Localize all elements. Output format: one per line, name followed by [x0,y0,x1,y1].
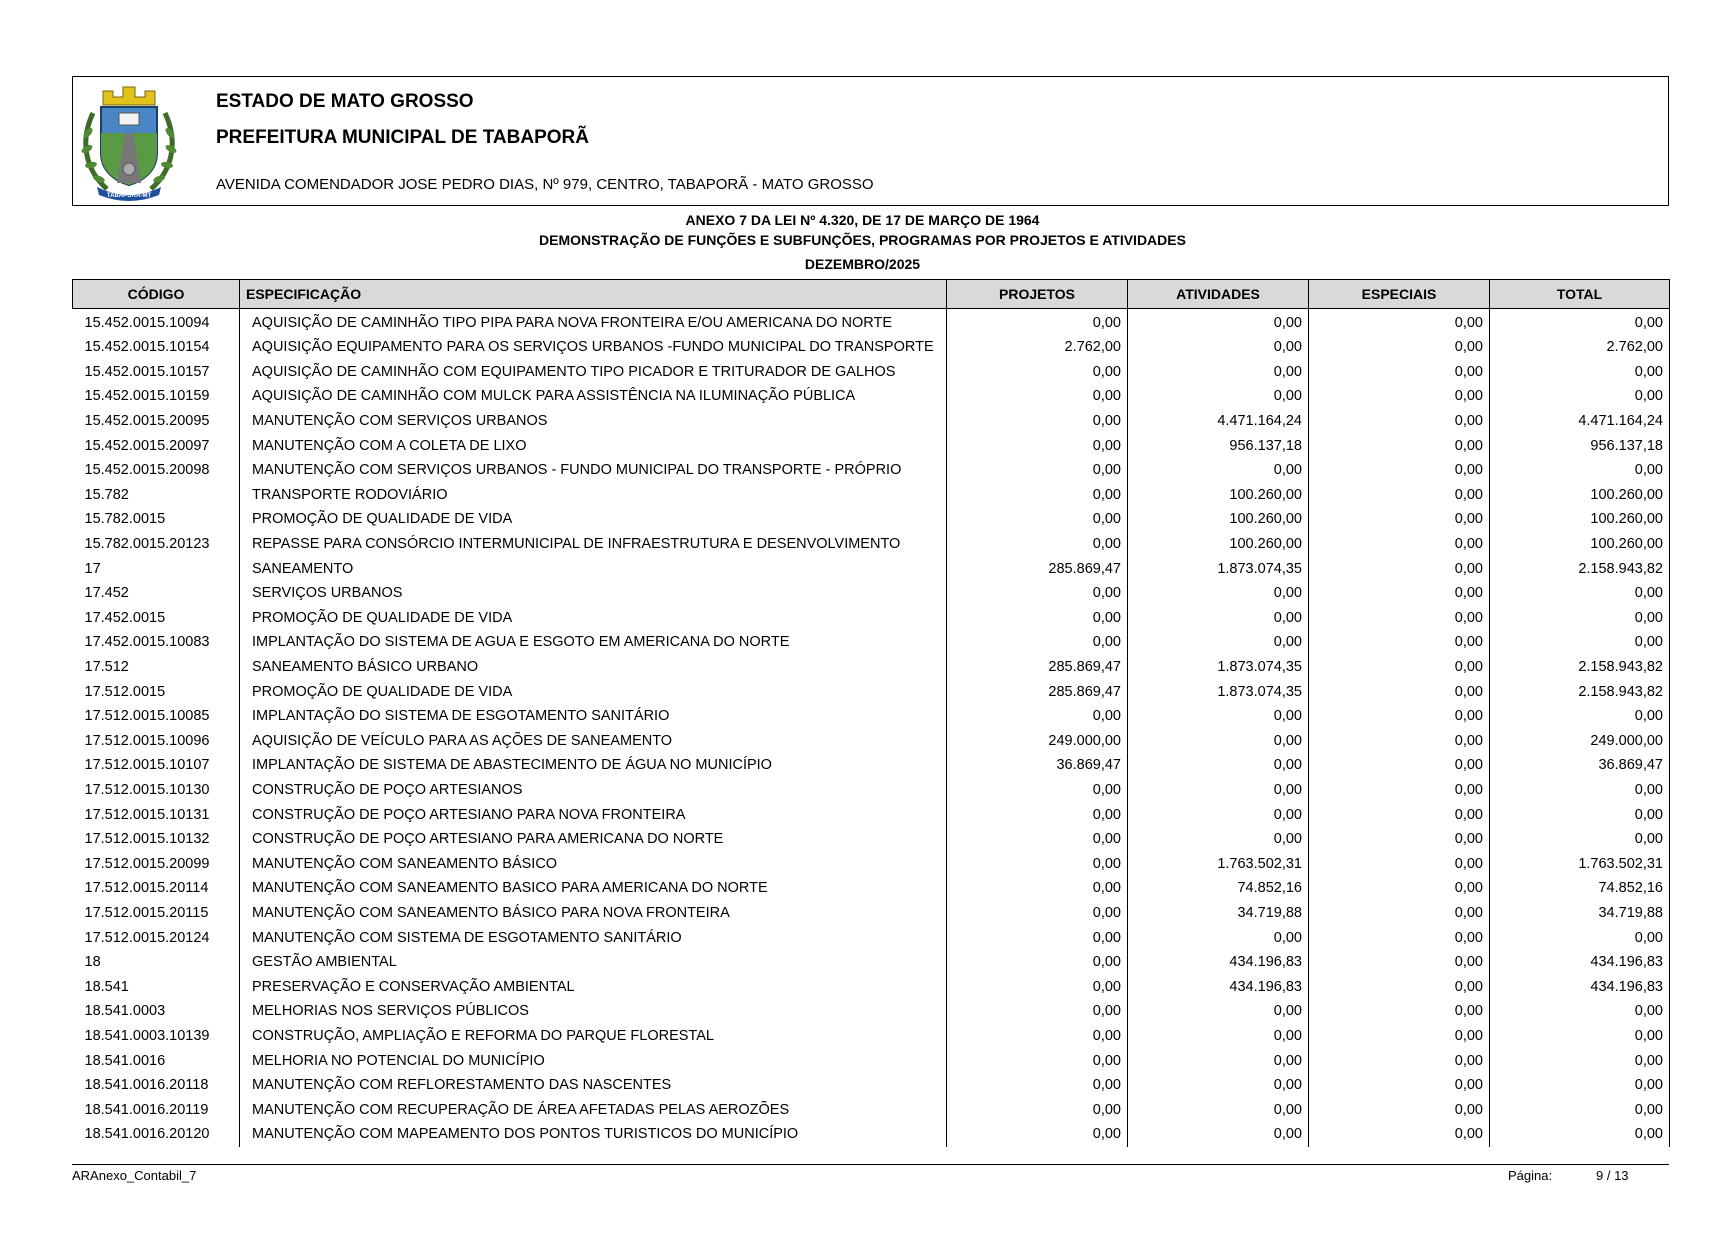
specification-cell: PROMOÇÃO DE QUALIDADE DE VIDA [240,679,947,704]
column-header-code: CÓDIGO [73,280,240,309]
projects-cell: 0,00 [947,309,1128,336]
letterhead [72,76,1669,206]
specification-cell: GESTÃO AMBIENTAL [240,950,947,975]
activities-cell: 0,00 [1128,581,1309,606]
table-row [73,507,1670,532]
projects-cell: 0,00 [947,532,1128,557]
code-cell: 17.512.0015.10132 [84,831,210,848]
code-cell: 15.452.0015.20095 [84,413,210,430]
projects-cell: 0,00 [947,630,1128,655]
activities-cell: 0,00 [1128,1097,1309,1122]
total-cell: 0,00 [1490,802,1670,827]
total-cell: 1.763.502,31 [1490,851,1670,876]
activities-cell: 1.763.502,31 [1128,851,1309,876]
activities-cell: 0,00 [1128,1048,1309,1073]
activities-cell: 0,00 [1128,384,1309,409]
table-row [73,778,1670,803]
specification-cell: CONSTRUÇÃO DE POÇO ARTESIANO PARA AMERICANA DO NORTE [240,827,947,852]
projects-cell: 0,00 [947,458,1128,483]
total-cell: 0,00 [1490,925,1670,950]
column-header-special: ESPECIAIS [1309,280,1490,309]
projects-cell: 0,00 [947,999,1128,1024]
code-cell: 17.512.0015.10085 [84,708,210,725]
table-row [73,409,1670,434]
activities-cell: 100.260,00 [1128,532,1309,557]
special-cell: 0,00 [1309,778,1490,803]
specification-cell: MANUTENÇÃO COM SISTEMA DE ESGOTAMENTO SANITÁRIO [240,925,947,950]
total-cell: 2.158.943,82 [1490,556,1670,581]
total-cell: 2.762,00 [1490,335,1670,360]
special-cell: 0,00 [1309,1097,1490,1122]
table-row [73,729,1670,754]
code-cell: 18.541 [84,978,129,995]
projects-cell: 0,00 [947,1048,1128,1073]
code-cell: 15.452.0015.10159 [84,388,210,405]
total-cell: 36.869,47 [1490,753,1670,778]
prefecture-name: PREFEITURA MUNICIPAL DE TABAPORÃ [216,127,589,148]
code-cell: 18.541.0016.20119 [84,1101,209,1118]
activities-cell: 0,00 [1128,999,1309,1024]
total-cell: 0,00 [1490,778,1670,803]
special-cell: 0,00 [1309,581,1490,606]
crest-ribbon-text: TABAPORÃ-MT [106,193,152,199]
table-row [73,1073,1670,1098]
specification-cell: AQUISIÇÃO DE CAMINHÃO TIPO PIPA PARA NOVA FRONTEIRA E/OU AMERICANA DO NORTE [240,309,947,336]
special-cell: 0,00 [1309,606,1490,631]
code-cell: 17.512.0015.10130 [84,781,210,798]
special-cell: 0,00 [1309,360,1490,385]
specification-cell: IMPLANTAÇÃO DO SISTEMA DE AGUA E ESGOTO EM AMERICANA DO NORTE [240,630,947,655]
total-cell: 74.852,16 [1490,876,1670,901]
table-row [73,433,1670,458]
specification-cell: MANUTENÇÃO COM SANEAMENTO BÁSICO PARA NOVA FRONTEIRA [240,901,947,926]
projects-cell: 0,00 [947,409,1128,434]
code-cell: 17.452.0015.10083 [84,634,210,651]
total-cell: 100.260,00 [1490,532,1670,557]
state-name: ESTADO DE MATO GROSSO [216,91,474,112]
projects-cell: 0,00 [947,851,1128,876]
projects-cell: 0,00 [947,606,1128,631]
specification-cell: AQUISIÇÃO DE CAMINHÃO COM MULCK PARA ASSISTÊNCIA NA ILUMINAÇÃO PÚBLICA [240,384,947,409]
code-cell: 15.782 [84,486,129,503]
special-cell: 0,00 [1309,433,1490,458]
projects-cell: 0,00 [947,360,1128,385]
projects-cell: 0,00 [947,925,1128,950]
specification-cell: SANEAMENTO [240,556,947,581]
total-cell: 4.471.164,24 [1490,409,1670,434]
special-cell: 0,00 [1309,999,1490,1024]
activities-cell: 0,00 [1128,335,1309,360]
special-cell: 0,00 [1309,507,1490,532]
table-row [73,999,1670,1024]
activities-cell: 1.873.074,35 [1128,556,1309,581]
projects-cell: 0,00 [947,778,1128,803]
code-cell: 17.512.0015.10096 [84,732,210,749]
specification-cell: MANUTENÇÃO COM REFLORESTAMENTO DAS NASCENTES [240,1073,947,1098]
total-cell: 0,00 [1490,1048,1670,1073]
specification-cell: MANUTENÇÃO COM SERVIÇOS URBANOS [240,409,947,434]
special-cell: 0,00 [1309,802,1490,827]
special-cell: 0,00 [1309,655,1490,680]
projects-cell: 0,00 [947,1024,1128,1049]
specification-cell: MANUTENÇÃO COM SANEAMENTO BASICO PARA AMERICANA DO NORTE [240,876,947,901]
special-cell: 0,00 [1309,335,1490,360]
table-row [73,606,1670,631]
projects-cell: 285.869,47 [947,679,1128,704]
projects-cell: 0,00 [947,802,1128,827]
specification-cell: MANUTENÇÃO COM RECUPERAÇÃO DE ÁREA AFETADAS PELAS AEROZÕES [240,1097,947,1122]
code-cell: 17.512.0015.20115 [84,904,209,921]
code-cell: 17.452.0015 [84,609,166,626]
special-cell: 0,00 [1309,532,1490,557]
footer-divider [72,1164,1669,1165]
specification-cell: MELHORIA NO POTENCIAL DO MUNICÍPIO [240,1048,947,1073]
code-cell: 15.452.0015.20098 [84,462,210,479]
activities-cell: 0,00 [1128,778,1309,803]
activities-cell: 434.196,83 [1128,974,1309,999]
report-subtitle: DEMONSTRAÇÃO DE FUNÇÕES E SUBFUNÇÕES, PROGRAMAS POR PROJETOS E ATIVIDADES [539,232,1186,248]
report-period: DEZEMBRO/2025 [804,256,921,272]
specification-cell: CONSTRUÇÃO DE POÇO ARTESIANOS [240,778,947,803]
projects-cell: 0,00 [947,1122,1128,1147]
table-row [73,384,1670,409]
municipal-crest-logo [79,83,179,201]
special-cell: 0,00 [1309,409,1490,434]
projects-cell: 285.869,47 [947,655,1128,680]
projects-cell: 249.000,00 [947,729,1128,754]
code-cell: 18.541.0003 [84,1003,166,1020]
total-cell: 34.719,88 [1490,901,1670,926]
total-cell: 0,00 [1490,999,1670,1024]
activities-cell: 0,00 [1128,458,1309,483]
total-cell: 0,00 [1490,630,1670,655]
projects-cell: 0,00 [947,827,1128,852]
specification-cell: AQUISIÇÃO DE VEÍCULO PARA AS AÇÕES DE SANEAMENTO [240,729,947,754]
report-id: ARAnexo_Contabil_7 [72,1168,197,1183]
code-cell: 15.452.0015.10154 [84,339,210,356]
table-row [73,458,1670,483]
activities-cell: 0,00 [1128,606,1309,631]
special-cell: 0,00 [1309,925,1490,950]
table-row [73,950,1670,975]
code-cell: 18 [84,954,101,971]
projects-cell: 0,00 [947,433,1128,458]
table-row [73,1097,1670,1122]
specification-cell: SANEAMENTO BÁSICO URBANO [240,655,947,680]
activities-cell: 100.260,00 [1128,507,1309,532]
special-cell: 0,00 [1309,827,1490,852]
projects-cell: 0,00 [947,581,1128,606]
table-row [73,974,1670,999]
special-cell: 0,00 [1309,851,1490,876]
specification-cell: MANUTENÇÃO COM A COLETA DE LIXO [240,433,947,458]
projects-cell: 0,00 [947,1073,1128,1098]
code-cell: 18.541.0016 [84,1052,166,1069]
specification-cell: CONSTRUÇÃO DE POÇO ARTESIANO PARA NOVA FRONTEIRA [240,802,947,827]
code-cell: 17.512.0015.10131 [84,806,210,823]
specification-cell: PROMOÇÃO DE QUALIDADE DE VIDA [240,507,947,532]
projects-cell: 0,00 [947,1097,1128,1122]
code-cell: 18.541.0016.20118 [84,1077,209,1094]
total-cell: 0,00 [1490,360,1670,385]
projects-cell: 285.869,47 [947,556,1128,581]
activities-cell: 0,00 [1128,729,1309,754]
code-cell: 17 [84,560,101,577]
table-row [73,876,1670,901]
specification-cell: MANUTENÇÃO COM MAPEAMENTO DOS PONTOS TURISTICOS DO MUNICÍPIO [240,1122,947,1147]
activities-cell: 0,00 [1128,925,1309,950]
special-cell: 0,00 [1309,729,1490,754]
table-body [73,309,1670,1147]
special-cell: 0,00 [1309,1122,1490,1147]
activities-cell: 956.137,18 [1128,433,1309,458]
total-cell: 434.196,83 [1490,950,1670,975]
special-cell: 0,00 [1309,901,1490,926]
projects-cell: 0,00 [947,704,1128,729]
table-row [73,1048,1670,1073]
table-row [73,532,1670,557]
table-row [73,704,1670,729]
projects-cell: 2.762,00 [947,335,1128,360]
table-row [73,655,1670,680]
activities-cell: 0,00 [1128,827,1309,852]
activities-cell: 0,00 [1128,360,1309,385]
code-cell: 15.452.0015.20097 [84,437,210,454]
projects-cell: 0,00 [947,901,1128,926]
specification-cell: TRANSPORTE RODOVIÁRIO [240,483,947,508]
activities-cell: 1.873.074,35 [1128,655,1309,680]
specification-cell: SERVIÇOS URBANOS [240,581,947,606]
specification-cell: MELHORIAS NOS SERVIÇOS PÚBLICOS [240,999,947,1024]
total-cell: 100.260,00 [1490,507,1670,532]
specification-cell: CONSTRUÇÃO, AMPLIAÇÃO E REFORMA DO PARQUE FLORESTAL [240,1024,947,1049]
activities-cell: 74.852,16 [1128,876,1309,901]
page-label: Página: [1508,1168,1553,1183]
activities-cell: 0,00 [1128,630,1309,655]
total-cell: 0,00 [1490,384,1670,409]
activities-cell: 0,00 [1128,753,1309,778]
special-cell: 0,00 [1309,309,1490,336]
code-cell: 17.512.0015.20124 [84,929,210,946]
column-header-specification: ESPECIFICAÇÃO [240,280,947,309]
special-cell: 0,00 [1309,679,1490,704]
total-cell: 434.196,83 [1490,974,1670,999]
specification-cell: PROMOÇÃO DE QUALIDADE DE VIDA [240,606,947,631]
total-cell: 2.158.943,82 [1490,679,1670,704]
table-row [73,802,1670,827]
activities-cell: 4.471.164,24 [1128,409,1309,434]
table-row [73,309,1670,336]
code-cell: 17.512 [84,659,129,676]
projects-cell: 0,00 [947,384,1128,409]
activities-cell: 1.873.074,35 [1128,679,1309,704]
table-row [73,581,1670,606]
code-cell: 17.512.0015.20114 [84,880,209,897]
total-cell: 0,00 [1490,1122,1670,1147]
table-row [73,360,1670,385]
total-cell: 0,00 [1490,1097,1670,1122]
code-cell: 17.512.0015.10107 [84,757,210,774]
special-cell: 0,00 [1309,384,1490,409]
projects-cell: 36.869,47 [947,753,1128,778]
total-cell: 0,00 [1490,827,1670,852]
special-cell: 0,00 [1309,753,1490,778]
activities-cell: 34.719,88 [1128,901,1309,926]
table-row [73,827,1670,852]
projects-cell: 0,00 [947,507,1128,532]
table-row [73,851,1670,876]
specification-cell: AQUISIÇÃO DE CAMINHÃO COM EQUIPAMENTO TIPO PICADOR E TRITURADOR DE GALHOS [240,360,947,385]
code-cell: 15.782.0015 [84,511,166,528]
functions-table [72,279,1670,1147]
table-row [73,335,1670,360]
code-cell: 17.512.0015 [84,683,166,700]
prefecture-address: AVENIDA COMENDADOR JOSE PEDRO DIAS, Nº 979, CENTRO, TABAPORÃ - MATO GROSSO [216,176,874,193]
total-cell: 2.158.943,82 [1490,655,1670,680]
report-title: ANEXO 7 DA LEI Nº 4.320, DE 17 DE MARÇO DE 1964 [685,212,1040,228]
total-cell: 0,00 [1490,606,1670,631]
table-row [73,556,1670,581]
column-header-activities: ATIVIDADES [1128,280,1309,309]
code-cell: 15.452.0015.10094 [84,315,210,331]
activities-cell: 0,00 [1128,704,1309,729]
table-row [73,483,1670,508]
activities-cell: 434.196,83 [1128,950,1309,975]
total-cell: 0,00 [1490,704,1670,729]
table-row [73,925,1670,950]
table-row [73,753,1670,778]
total-cell: 0,00 [1490,581,1670,606]
special-cell: 0,00 [1309,974,1490,999]
projects-cell: 0,00 [947,974,1128,999]
code-cell: 17.512.0015.20099 [84,855,210,872]
total-cell: 0,00 [1490,1024,1670,1049]
table-row [73,630,1670,655]
projects-cell: 0,00 [947,483,1128,508]
activities-cell: 0,00 [1128,1024,1309,1049]
total-cell: 0,00 [1490,309,1670,336]
code-cell: 15.782.0015.20123 [84,536,210,553]
activities-cell: 0,00 [1128,1122,1309,1147]
table-row [73,1122,1670,1147]
total-cell: 0,00 [1490,1073,1670,1098]
special-cell: 0,00 [1309,556,1490,581]
code-cell: 18.541.0016.20120 [84,1126,210,1143]
specification-cell: MANUTENÇÃO COM SERVIÇOS URBANOS - FUNDO MUNICIPAL DO TRANSPORTE - PRÓPRIO [240,458,947,483]
column-header-projects: PROJETOS [947,280,1128,309]
special-cell: 0,00 [1309,1073,1490,1098]
specification-cell: IMPLANTAÇÃO DO SISTEMA DE ESGOTAMENTO SANITÁRIO [240,704,947,729]
total-cell: 0,00 [1490,458,1670,483]
specification-cell: AQUISIÇÃO EQUIPAMENTO PARA OS SERVIÇOS URBANOS -FUNDO MUNICIPAL DO TRANSPORTE [240,335,947,360]
specification-cell: IMPLANTAÇÃO DE SISTEMA DE ABASTECIMENTO DE ÁGUA NO MUNICÍPIO [240,753,947,778]
specification-cell: REPASSE PARA CONSÓRCIO INTERMUNICIPAL DE INFRAESTRUTURA E DESENVOLVIMENTO [240,532,947,557]
special-cell: 0,00 [1309,458,1490,483]
specification-cell: MANUTENÇÃO COM SANEAMENTO BÁSICO [240,851,947,876]
special-cell: 0,00 [1309,950,1490,975]
code-cell: 18.541.0003.10139 [84,1027,210,1044]
total-cell: 249.000,00 [1490,729,1670,754]
column-header-total: TOTAL [1490,280,1670,309]
activities-cell: 0,00 [1128,1073,1309,1098]
special-cell: 0,00 [1309,704,1490,729]
projects-cell: 0,00 [947,876,1128,901]
table-row [73,1024,1670,1049]
activities-cell: 0,00 [1128,802,1309,827]
code-cell: 17.452 [84,585,129,602]
table-header-row [73,280,1670,309]
table-row [73,679,1670,704]
page-number: 9 / 13 [1596,1168,1629,1183]
projects-cell: 0,00 [947,950,1128,975]
total-cell: 100.260,00 [1490,483,1670,508]
activities-cell: 100.260,00 [1128,483,1309,508]
total-cell: 956.137,18 [1490,433,1670,458]
activities-cell: 0,00 [1128,309,1309,336]
special-cell: 0,00 [1309,483,1490,508]
specification-cell: PRESERVAÇÃO E CONSERVAÇÃO AMBIENTAL [240,974,947,999]
special-cell: 0,00 [1309,630,1490,655]
special-cell: 0,00 [1309,1024,1490,1049]
table-row [73,901,1670,926]
special-cell: 0,00 [1309,876,1490,901]
code-cell: 15.452.0015.10157 [84,363,210,380]
special-cell: 0,00 [1309,1048,1490,1073]
